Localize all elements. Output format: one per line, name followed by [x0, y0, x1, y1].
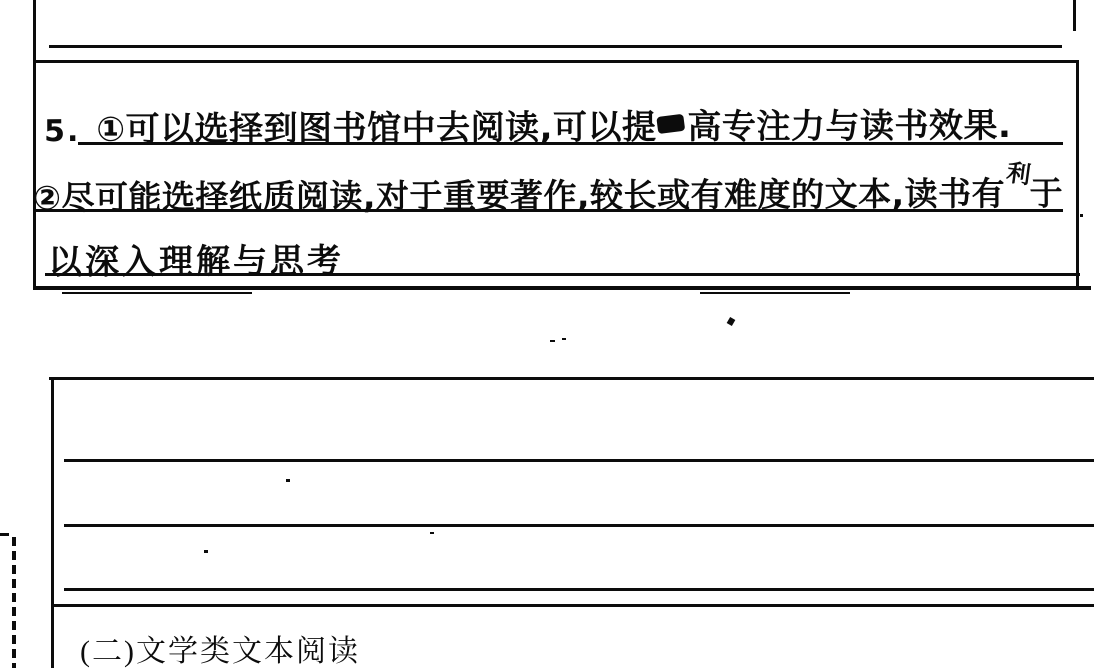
scribble-blot: [657, 114, 686, 134]
handwritten-answer-line-1: [44, 98, 1012, 151]
answer-text-segment: 于: [1029, 173, 1064, 213]
lower-box-separator-line: [51, 604, 1094, 607]
lower-box-left-border: [51, 377, 54, 668]
lower-box-top-border: [49, 377, 1094, 380]
ink-speck: [562, 338, 566, 340]
ink-speck: [204, 550, 208, 553]
answer-text-segment: ②尽可能选择纸质阅读,对于重要著作,较长或有难度的文本,读书有: [32, 174, 1006, 218]
lower-box-ruled-line-3: [64, 588, 1094, 591]
ink-speck: [430, 532, 434, 534]
question-number: 5.: [43, 113, 81, 150]
ink-speck: [1080, 214, 1083, 217]
ink-speck: [286, 479, 290, 482]
q5-box-bottom-border: [33, 286, 1091, 290]
q5-box-right-border: [1076, 60, 1079, 290]
dashed-margin-line: [12, 537, 16, 668]
scan-artifact-dash: [62, 292, 252, 294]
dashed-corner-horizontal: [0, 533, 9, 536]
handwritten-answer-line-2: [32, 158, 1064, 219]
scan-artifact-dash: [700, 292, 850, 294]
box-divider-line: [33, 60, 1079, 63]
answer-text-segment: 高专注力与读书效果.: [687, 105, 1012, 148]
handwritten-answer-line-3: [48, 233, 344, 283]
answer-text-segment: 以深入理解与思考: [47, 241, 345, 283]
section-heading: (二)文学类文本阅读: [80, 635, 360, 668]
answer-text-segment: ①可以选择到图书馆中去阅读,可以提: [96, 107, 657, 150]
ink-speck: [727, 317, 736, 326]
inserted-correction-character: 利: [1004, 158, 1033, 190]
upper-box-left-border: [33, 0, 36, 290]
lower-box-ruled-line-1: [64, 459, 1094, 462]
upper-box-right-border: [1073, 0, 1076, 31]
ink-speck: [550, 340, 555, 342]
upper-box-ruled-line: [49, 45, 1062, 48]
lower-box-ruled-line-2: [64, 524, 1094, 527]
